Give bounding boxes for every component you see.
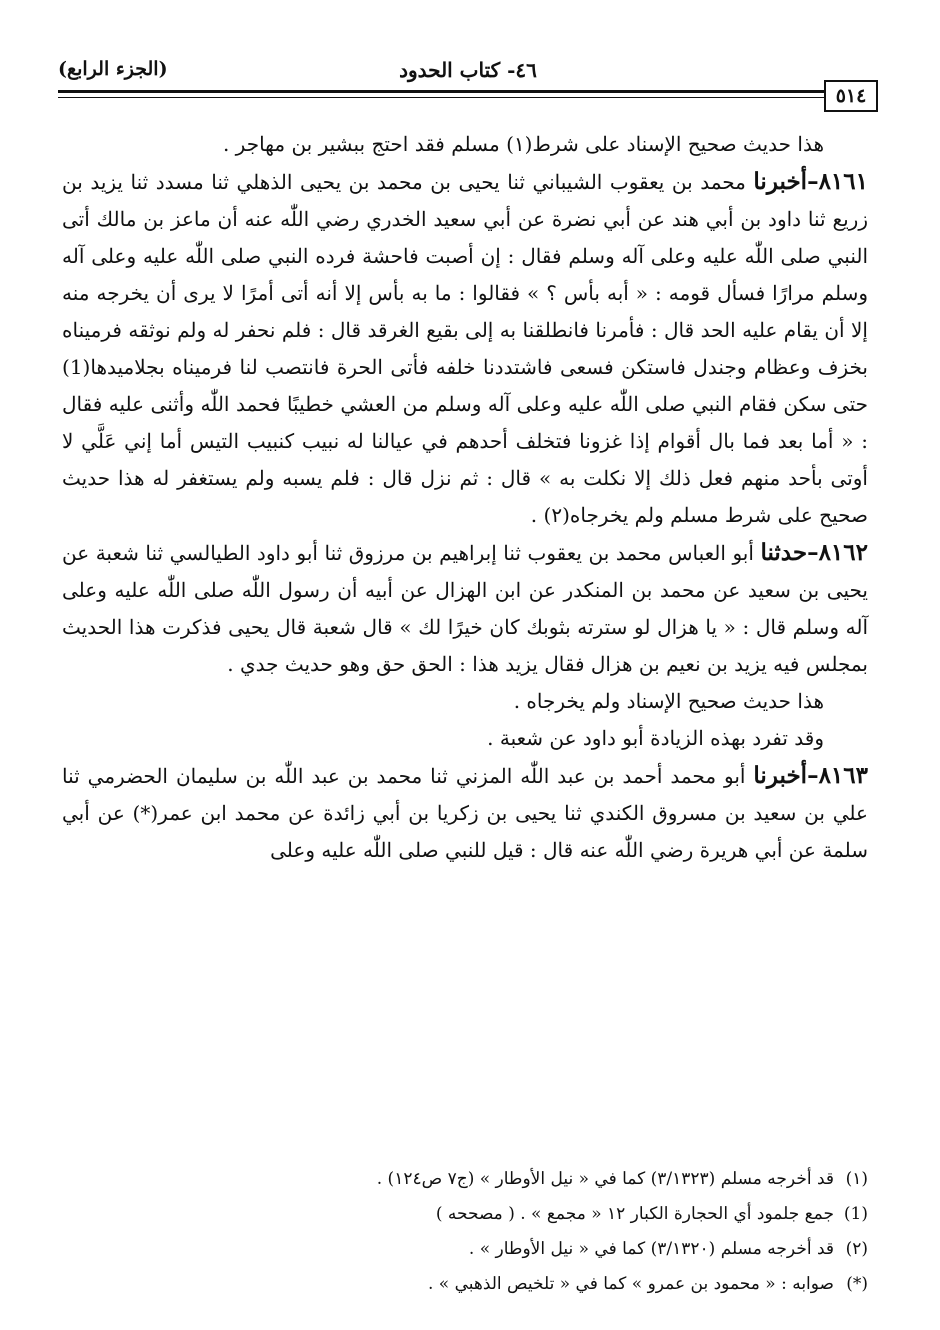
part-label: (الجزء الرابع)	[58, 58, 168, 80]
hadith-number: ٨١٦٢–	[807, 539, 868, 566]
footnote-mark: (1)	[843, 1204, 868, 1224]
hadith-text: أبو محمد أحمد بن عبد اللّٰه المزني ثنا محمد بن عبد اللّٰه بن سليمان الحضرمي ثنا علي بن سعيد بن مسروق الكندي ثنا يحيى بن زكريا بن أبي زائدة عن محمد ابن عمر(*) عن أبي سلمة عن أبي هريرة رضي اللّٰه عنه قال : قيل للنبي صلى اللّٰه عليه وعلى	[62, 764, 868, 862]
hadith-keyword: حدثنا	[760, 539, 808, 566]
footnote-text: قد أخرجه مسلم (٣/١٣٢٣) كما في « نيل الأوطار » (ج٧ ص١٢٤) .	[376, 1169, 834, 1189]
hadith-number: ٨١٦٣–	[807, 762, 868, 789]
footnote-mark: (*)	[846, 1274, 868, 1294]
main-text	[62, 126, 868, 869]
hadith-text: محمد بن يعقوب الشيباني ثنا يحيى بن محمد بن يحيى الذهلي ثنا مسدد ثنا يزيد بن زريع ثنا داود بن أبي هند عن أبي نضرة عن أبي سعيد الخدري رضي اللّٰه عنه أن ماعز بن مالك أتى النبي صلى اللّٰه عليه وعلى آله وسلم فقال : إن أصبت فاحشة فرده النبي صلى اللّٰه عليه وعلى آله وسلم مرارًا فسأل قومه : « أبه بأس ؟ » فقالوا : ما به بأس إلا أنه أتى أمرًا لا يرى أن يخرجه منه إلا أن يقام عليه الحد قال : فأمرنا فانطلقنا به إلى بقيع الغرقد قال : فلم نحفر له ولم نوثقه فرميناه بخزف وعظام وجندل فاستكن فسعى فاشتددنا خلفه فأتى الحرة فانتصب لنا فرميناه بجلاميدها(1) حتى سكن فقام النبي صلى اللّٰه عليه وعلى آله وسلم من العشي خطيبًا فحمد اللّٰه وأثنى عليه فقال : « أما بعد فما بال أقوام إذا غزونا فتخلف أحدهم في عيالنا له نبيب كنبيب التيس أما إني عَلَّي لا أوتى بأحد منهم فعل ذلك إلا نكلت به » قال : ثم نزل قال : فلم يسبه ولم يستغفر له هذا حديث صحيح على شرط مسلم ولم يخرجاه(٢) .	[62, 170, 868, 527]
hadith-keyword: أخبرنا	[753, 168, 808, 195]
footnote	[62, 1197, 868, 1232]
footnotes	[62, 1162, 868, 1302]
hadith-text: أبو العباس محمد بن يعقوب ثنا إبراهيم بن مرزوق ثنا أبو داود الطيالسي ثنا شعبة عن يحيى بن سعيد عن محمد بن المنكدر عن ابن الهزال عن أبيه أن رسول اللّٰه صلى اللّٰه عليه وعلى آله وسلم قال : « يا هزال لو سترته بثوبك كان خيرًا لك » قال شعبة قال يحيى فذكرت هذا الحديث بمجلس فيه يزيد بن نعيم بن هزال فقال يزيد هذا : الحق حق وهو حديث جدي .	[62, 541, 868, 676]
footnote	[62, 1162, 868, 1197]
footnote	[62, 1267, 868, 1302]
footnote-text: صوابه : « محمود بن عمرو » كما في « تلخيص الذهبي » .	[427, 1274, 834, 1294]
hadith-keyword: أخبرنا	[753, 762, 808, 789]
paragraph: هذا حديث صحيح الإسناد ولم يخرجاه .	[513, 689, 824, 713]
header-rule-thin	[58, 97, 826, 98]
page-number: ٥١٤	[824, 80, 878, 112]
footnote	[62, 1232, 868, 1267]
footnote-text: جمع جلمود أي الحجارة الكبار ١٢ « مجمع » . ( مصححه )	[435, 1204, 834, 1224]
header-rule-thick	[58, 90, 826, 93]
paragraph: هذا حديث صحيح الإسناد على شرط(١) مسلم فقد احتج ببشير بن مهاجر .	[222, 132, 824, 156]
paragraph: وقد تفرد بهذه الزيادة أبو داود عن شعبة .	[487, 726, 824, 750]
hadith-8161	[62, 163, 868, 534]
hadith-8163	[62, 757, 868, 869]
book-title: ٤٦- كتاب الحدود	[399, 58, 537, 82]
hadith-8162	[62, 534, 868, 683]
footnote-mark: (١)	[845, 1169, 868, 1189]
hadith-number: ٨١٦١–	[807, 168, 868, 195]
footnote-mark: (٢)	[845, 1239, 868, 1259]
running-header	[58, 52, 878, 112]
footnote-text: قد أخرجه مسلم (٣/١٣٢٠) كما في « نيل الأوطار » .	[468, 1239, 834, 1259]
